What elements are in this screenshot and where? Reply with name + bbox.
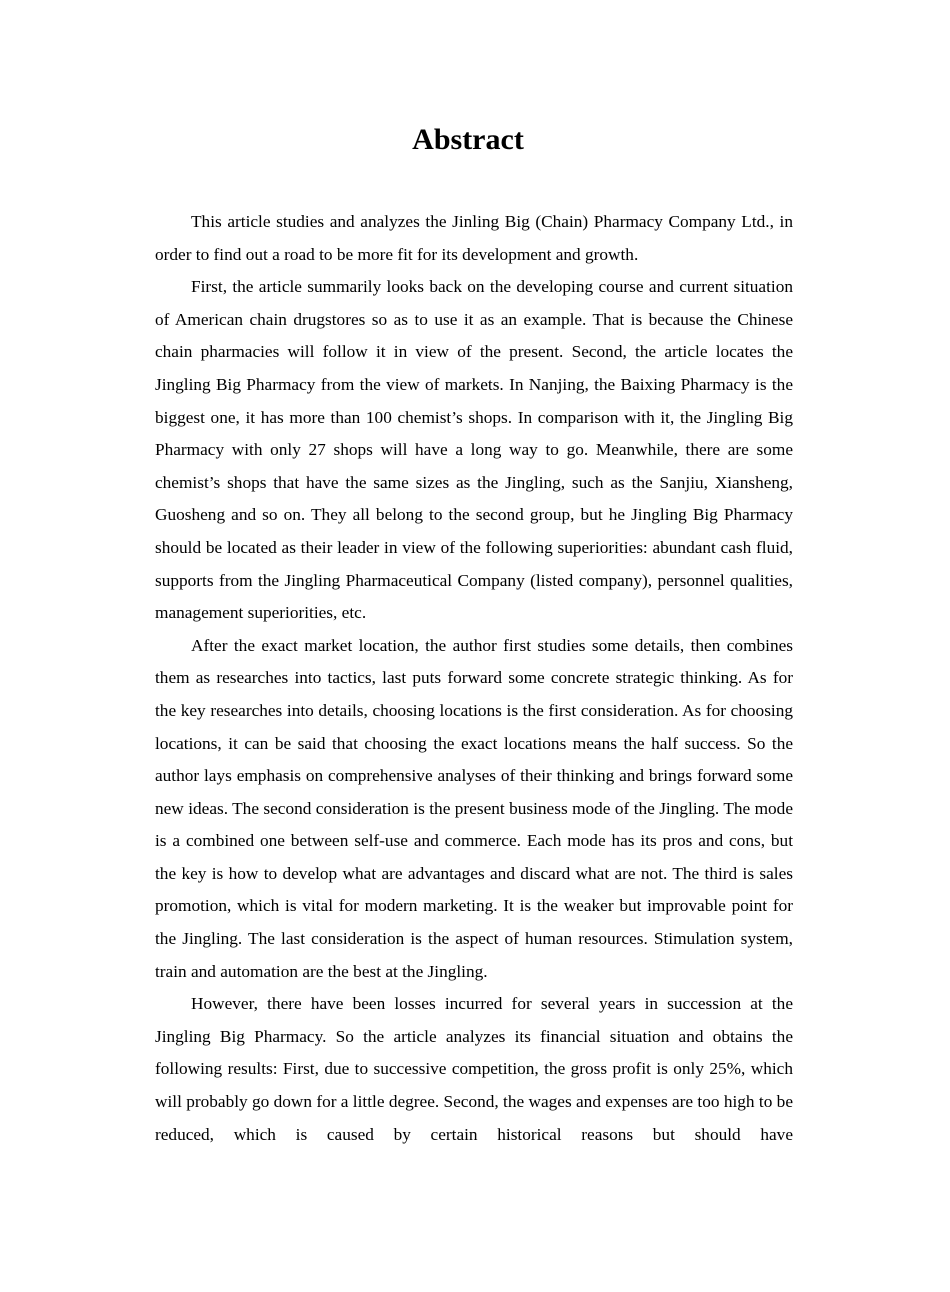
abstract-body <box>155 206 793 1151</box>
paragraph-market-location: First, the article summarily looks back on the developing course and current situation of American chain drugstores so as to use it as an example. That is because the Chinese chain pharmacies will follow it in view of the present. Second, the article locates the Jingling Big Pharmacy from the view of markets. In Nanjing, the Baixing Pharmacy is the biggest one, it has more than 100 chemist’s shops. In comparison with it, the Jingling Big Pharmacy with only 27 shops will have a long way to go. Meanwhile, there are some chemist’s shops that have the same sizes as the Jingling, such as the Sanjiu, Xiansheng, Guosheng and so on. They all belong to the second group, but he Jingling Big Pharmacy should be located as their leader in view of the following superiorities: abundant cash fluid, supports from the Jingling Pharmaceutical Company (listed company), personnel qualities, management superiorities, etc. <box>155 277 793 623</box>
page-title: Abstract <box>412 123 524 156</box>
paragraph-intro: This article studies and analyzes the Jinling Big (Chain) Pharmacy Company Ltd., in order to find out a road to be more fit for its development and growth. <box>155 212 793 264</box>
paragraph-financial: However, there have been losses incurred for several years in succession at the Jingling Big Pharmacy. So the article analyzes its financial situation and obtains the following results: First, due to successive competition, the gross profit is only 25%, which will probably go down for a little degree. Second, the wages and expenses are too high to be reduced, which is caused by certain historical reasons but should have <box>155 994 793 1144</box>
paragraph-tactics: After the exact market location, the author first studies some details, then combines them as researches into tactics, last puts forward some concrete strategic thinking. As for the key researches into details, choosing locations is the first consideration. As for choosing locations, it can be said that choosing the exact locations means the half success. So the author lays emphasis on comprehensive analyses of their thinking and brings forward some new ideas. The second consideration is the present business mode of the Jingling. The mode is a combined one between self-use and commerce. Each mode has its pros and cons, but the key is how to develop what are advantages and discard what are not. The third is sales promotion, which is vital for modern marketing. It is the weaker but improvable point for the Jingling. The last consideration is the aspect of human resources. Stimulation system, train and automation are the best at the Jingling. <box>155 635 793 981</box>
